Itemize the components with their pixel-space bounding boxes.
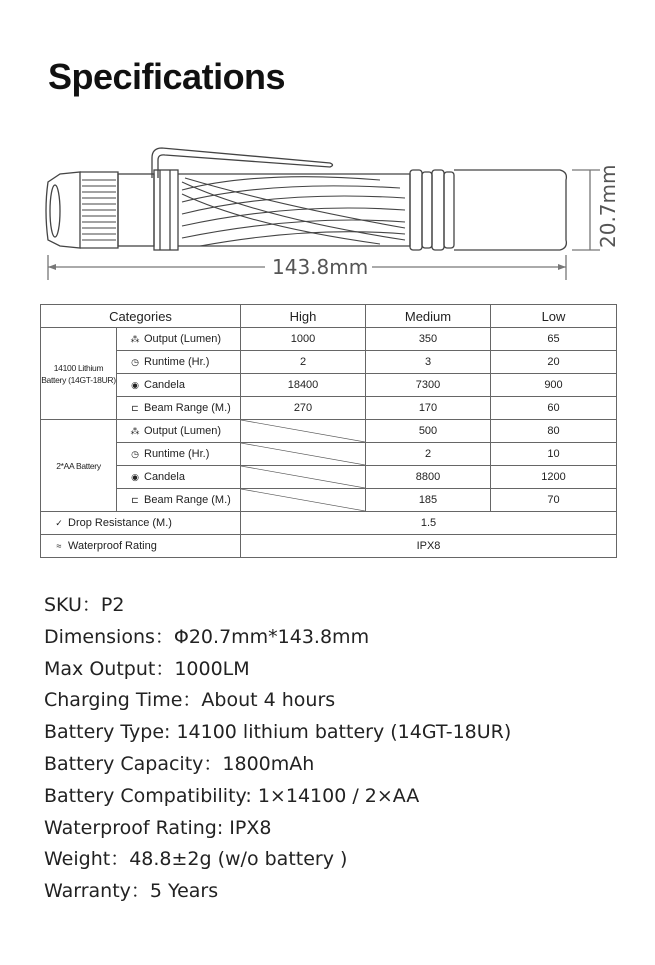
cell-high: 18400 — [241, 374, 366, 397]
cell-low: 65 — [491, 328, 617, 351]
cell-value: 1.5 — [241, 512, 617, 535]
output-icon: ⁂ — [130, 334, 140, 344]
table-row — [41, 489, 617, 512]
cell-value: IPX8 — [241, 535, 617, 558]
spec-sku: SKU：P2 — [44, 594, 125, 616]
spec-battery-type: Battery Type: 14100 lithium battery (14GT-18UR) — [44, 721, 512, 744]
spec-weight: Weight：48.8±2g (w/o battery ) — [44, 848, 348, 871]
table-row — [41, 535, 617, 558]
spec-list — [44, 590, 511, 908]
row-label: ⁂ Output (Lumen) — [117, 420, 241, 443]
row-label: ≈ Waterproof Rating — [41, 535, 241, 558]
cell-low: 60 — [491, 397, 617, 420]
page-title: Specifications — [48, 56, 286, 97]
spec-max-output: Max Output：1000LM — [44, 657, 250, 680]
cell-low: 20 — [491, 351, 617, 374]
header-low: Low — [491, 305, 617, 328]
beam-range-icon: ⊏ — [131, 495, 139, 505]
output-icon: ⁂ — [130, 426, 140, 436]
cell-medium: 2 — [366, 443, 491, 466]
runtime-icon: ◷ — [131, 449, 139, 459]
runtime-icon: ◷ — [131, 357, 139, 367]
row-label: ◷ Runtime (Hr.) — [117, 443, 241, 466]
table-row — [41, 420, 617, 443]
cell-medium: 8800 — [366, 466, 491, 489]
row-label: ◉ Candela — [117, 466, 241, 489]
spec-battery-compatibility: Battery Compatibility: 1×14100 / 2×AA — [44, 784, 420, 807]
row-label: ◷ Runtime (Hr.) — [117, 351, 241, 374]
cell-low: 1200 — [491, 466, 617, 489]
candela-icon: ◉ — [131, 472, 139, 482]
table-row — [41, 374, 617, 397]
table-row — [41, 351, 617, 374]
header-medium: Medium — [366, 305, 491, 328]
cell-low: 80 — [491, 420, 617, 443]
cell-medium: 350 — [366, 328, 491, 351]
header-high: High — [241, 305, 366, 328]
cell-medium: 500 — [366, 420, 491, 443]
spec-dimensions: Dimensions：Φ20.7mm*143.8mm — [44, 625, 370, 648]
cell-high-na — [241, 420, 366, 443]
row-label: ⊏ Beam Range (M.) — [117, 489, 241, 512]
table-row — [41, 443, 617, 466]
cell-medium: 170 — [366, 397, 491, 420]
cell-medium: 185 — [366, 489, 491, 512]
spec-waterproof-rating: Waterproof Rating: IPX8 — [44, 816, 272, 839]
table-header-row — [41, 305, 617, 328]
cell-high: 2 — [241, 351, 366, 374]
candela-icon: ◉ — [131, 380, 139, 390]
row-label: ⁂ Output (Lumen) — [117, 328, 241, 351]
cell-high-na — [241, 466, 366, 489]
cell-high: 270 — [241, 397, 366, 420]
beam-range-icon: ⊏ — [131, 403, 139, 413]
table-row — [41, 328, 617, 351]
length-dimension-label: 143.8mm — [268, 255, 372, 279]
table-row — [41, 466, 617, 489]
diameter-dimension-label: 20.7mm — [596, 164, 620, 248]
drop-icon: ✓ — [55, 518, 63, 528]
spec-charging-time: Charging Time：About 4 hours — [44, 689, 336, 712]
table-row — [41, 397, 617, 420]
cell-low: 900 — [491, 374, 617, 397]
row-label: ◉ Candela — [117, 374, 241, 397]
cell-high: 1000 — [241, 328, 366, 351]
cell-low: 70 — [491, 489, 617, 512]
spec-table — [40, 304, 617, 558]
group-lithium-battery: 14100 Lithium Battery (14GT-18UR) — [41, 328, 117, 420]
header-categories: Categories — [41, 305, 241, 328]
row-label: ⊏ Beam Range (M.) — [117, 397, 241, 420]
cell-high-na — [241, 489, 366, 512]
spec-warranty: Warranty：5 Years — [44, 880, 219, 903]
table-row — [41, 512, 617, 535]
waterproof-icon: ≈ — [56, 541, 62, 551]
cell-low: 10 — [491, 443, 617, 466]
cell-medium: 3 — [366, 351, 491, 374]
spec-battery-capacity: Battery Capacity：1800mAh — [44, 752, 315, 775]
cell-medium: 7300 — [366, 374, 491, 397]
group-aa-battery: 2*AA Battery — [41, 420, 117, 512]
cell-high-na — [241, 443, 366, 466]
row-label: ✓ Drop Resistance (M.) — [41, 512, 241, 535]
